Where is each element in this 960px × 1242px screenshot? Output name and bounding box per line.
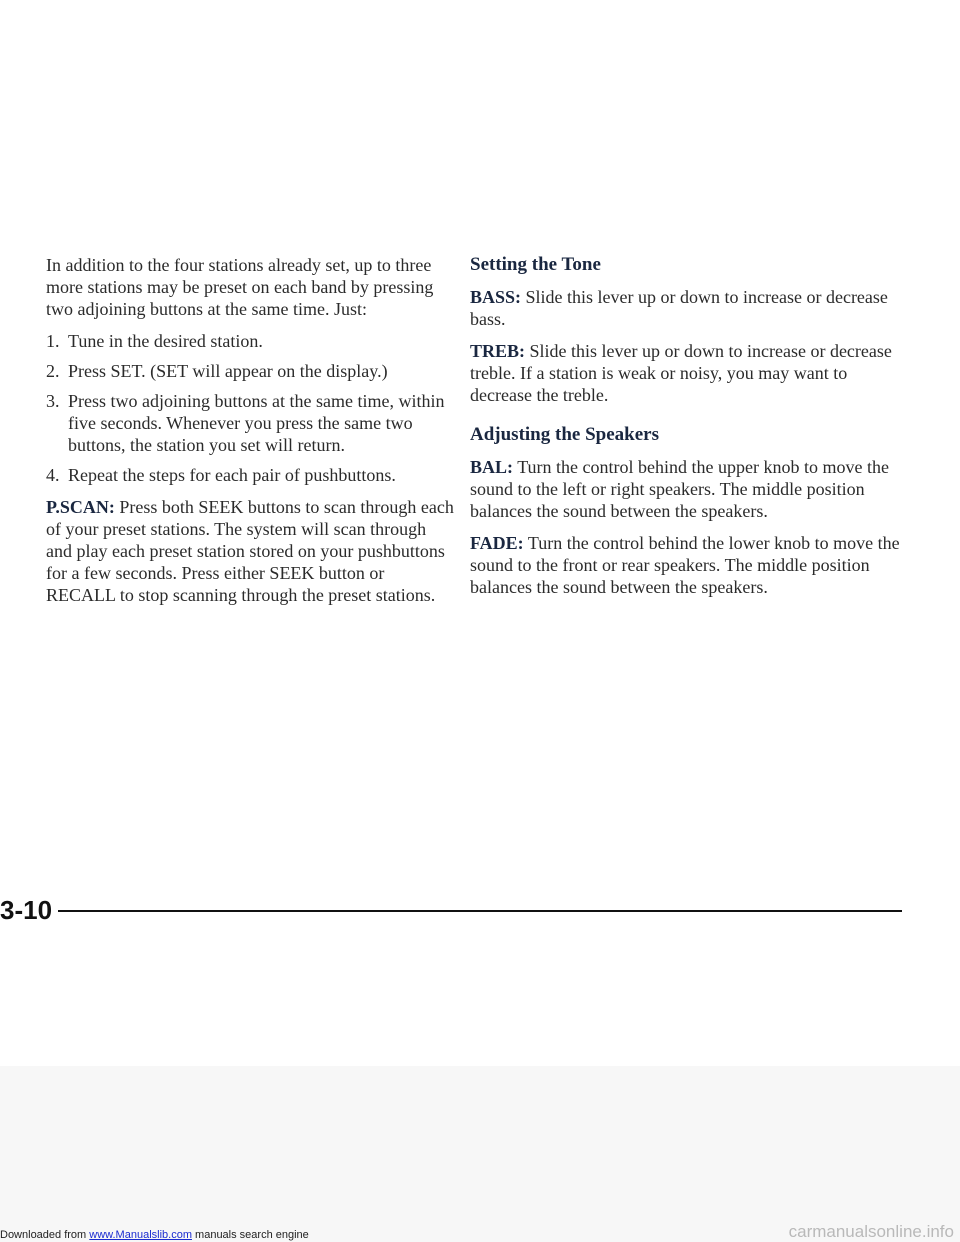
- step-text: Repeat the steps for each pair of pushbuttons.: [68, 465, 396, 485]
- download-prefix: Downloaded from: [0, 1229, 90, 1241]
- fade-paragraph: [470, 532, 910, 598]
- right-column: [470, 254, 910, 608]
- fade-text: Turn the control behind the lower knob to move the sound to the front or rear speakers. The middle position balances the sound between the speakers.: [470, 533, 900, 597]
- step-number: 1.: [46, 331, 60, 351]
- step-text: Press SET. (SET will appear on the display.): [68, 361, 388, 381]
- list-item: [46, 464, 456, 486]
- pscan-text: Press both SEEK buttons to scan through each of your preset stations. The system will scan through and play each preset station stored on your pushbuttons for a few seconds. Press either SEEK button or RECALL to stop scanning through the preset stations.: [46, 497, 454, 605]
- footer-rule: [58, 910, 902, 912]
- treb-paragraph: [470, 340, 910, 406]
- treb-text: Slide this lever up or down to increase or decrease treble. If a station is weak or noisy, you may want to decrease the treble.: [470, 341, 892, 405]
- bal-text: Turn the control behind the upper knob to move the sound to the left or right speakers. The middle position balances the sound between the speakers.: [470, 457, 889, 521]
- left-column: [46, 254, 456, 616]
- bal-paragraph: [470, 456, 910, 522]
- list-item: [46, 390, 456, 456]
- tone-heading: Setting the Tone: [470, 254, 601, 275]
- intro-paragraph: In addition to the four stations already set, up to three more stations may be preset on each band by pressing two adjoining buttons at the same time. Just:: [46, 255, 434, 319]
- step-number: 4.: [46, 465, 60, 485]
- step-text: Tune in the desired station.: [68, 331, 263, 351]
- treb-term: TREB:: [470, 341, 526, 361]
- step-number: 2.: [46, 361, 60, 381]
- page-footer: [0, 895, 960, 925]
- bass-text: Slide this lever up or down to increase or decrease bass.: [470, 287, 888, 329]
- download-suffix: manuals search engine: [191, 1229, 309, 1241]
- bass-term: BASS:: [470, 287, 522, 307]
- speakers-heading: Adjusting the Speakers: [470, 424, 659, 445]
- page-number: 3-10: [0, 895, 53, 925]
- list-item: [46, 330, 456, 352]
- step-number: 3.: [46, 391, 60, 411]
- bass-paragraph: [470, 286, 910, 330]
- fade-term: FADE:: [470, 533, 524, 553]
- step-text: Press two adjoining buttons at the same time, within five seconds. Whenever you press the same two buttons, the station you set will return.: [68, 391, 445, 455]
- list-item: [46, 360, 456, 382]
- pscan-paragraph: [46, 496, 456, 606]
- bal-term: BAL:: [470, 457, 514, 477]
- bottom-band: [0, 1066, 960, 1242]
- watermark: carmanualsonline.info: [788, 1222, 954, 1241]
- pscan-term: P.SCAN:: [46, 497, 115, 517]
- preset-steps-list: [46, 330, 456, 486]
- manualslib-link[interactable]: www.Manualslib.com: [89, 1229, 192, 1241]
